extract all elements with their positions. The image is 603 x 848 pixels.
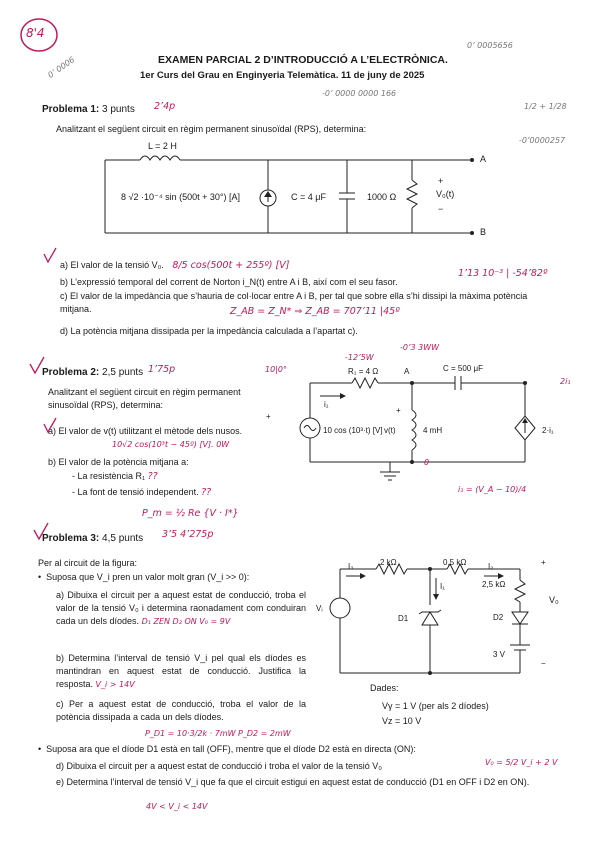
circuit2-inductor-label: 4 mH: [423, 426, 443, 435]
question-answer: D₁ ZEN D₂ ON V₀ = 9V: [141, 617, 231, 626]
question-label: a): [60, 260, 69, 270]
circuit3-d2-label: D2: [493, 613, 504, 622]
scribble-fraction: 1/2 + 1/28: [524, 102, 567, 111]
bullet-text: Suposa que V_i pren un valor molt gran (V_i >> 0):: [46, 572, 250, 582]
question-text: Dibuixa el circuit per a aquest estat de conducció, troba el valor de la tensió V₀ i determina raonadament com conduiran cada un dels díodes.: [56, 590, 306, 626]
question-text: L’expressió temporal del corrent de Norton i_N(t) entre A i B, així com el seu fasor.: [70, 277, 398, 287]
circuit1-node-a: A: [480, 154, 487, 164]
circuit2-note-dep: 2i₁: [560, 377, 571, 386]
exam-subtitle: 1er Curs del Grau en Enginyeria Telemàtica. 11 de juny de 2025: [140, 70, 425, 81]
problem1-answer-b: 1’13 10⁻³ | -54’82º: [458, 268, 548, 279]
problem3-answer-d: V₀ = 5/2 V_i + 2 V: [485, 758, 558, 767]
circuit3-i2-label: I₂: [488, 562, 494, 571]
problem3-data-line-2: Vz = 10 V: [382, 716, 422, 726]
bullet-text: La font de tensió independent.: [77, 487, 199, 497]
problem2-answer-a: 10√2 cos(10³t − 45º) [V]. 0W: [112, 440, 230, 449]
problem3-bullet2: • Suposa ara que el díode D1 està en tall (OFF), mentre que el díode D2 està en directa (ON):: [38, 744, 416, 754]
circuit2-source-label: 10 cos (10³·t) [V]: [323, 426, 383, 435]
question-label: e): [56, 777, 65, 787]
question-label: c): [60, 291, 68, 301]
problem2-points: 2,5 punts: [102, 367, 144, 378]
circuit2-voltage-label: v(t): [384, 426, 396, 435]
exam-title: EXAMEN PARCIAL 2 D’INTRODUCCIÓ A L’ELECTRÒNICA.: [158, 54, 448, 66]
question-text: El valor de la tensió V₀.: [70, 260, 164, 270]
circuit1-inductor-label: L = 2 H: [148, 141, 177, 151]
scribble-mid: -0’ 0000 0000 166: [322, 89, 397, 98]
question-label: b): [60, 277, 69, 287]
scribble-right: 0’ 0005656: [467, 41, 513, 50]
circuit1-plus: +: [438, 176, 444, 186]
circuit2-ground-note: 0: [424, 458, 430, 467]
problem2-formula: P_m = ½ Re {V · I*}: [142, 508, 239, 519]
circuit3-plus: +: [541, 558, 546, 567]
question-answer: 8/5 cos(500t + 255º) [V]: [172, 260, 290, 271]
problem3-data-line-1: Vγ = 1 V (per als 2 díodes): [382, 701, 489, 711]
circuit2-note-phasor: 10|0°: [265, 365, 287, 374]
problem2-bullet-1: - La resistència R₁ ??: [72, 471, 158, 482]
circuit3-minus: −: [541, 659, 546, 668]
problem2-score: 1’75p: [148, 364, 176, 375]
problem3-answer-c: P_D1 = 10·3/2k · 7mW P_D2 = 2mW: [145, 729, 291, 738]
question-text: Per a aquest estat de conducció, troba el valor de la potència dissipada a cada un dels díodes.: [56, 699, 306, 722]
circuit3-r2-label: 0,5 kΩ: [443, 558, 467, 567]
bullet-answer: ??: [147, 471, 158, 482]
circuit2-capacitor-label: C = 500 μF: [443, 364, 483, 373]
problem3-intro: Per al circuit de la figura:: [38, 558, 138, 568]
grade-value: 8'4: [26, 26, 45, 40]
question-label: b): [56, 653, 65, 663]
question-text: Dibuixa el circuit per a aquest estat de conducció i troba el valor de la tensió V₀: [66, 761, 382, 771]
circuit1-resistor-label: 1000 Ω: [367, 192, 397, 202]
circuit3-d1-label: D1: [398, 614, 409, 623]
circuit2-plus-left: +: [266, 412, 271, 421]
question-answer: V_i > 14V: [95, 680, 135, 689]
circuit2-current-label: i₁: [324, 400, 329, 409]
circuit2-note-power: -0’3 3WW: [400, 343, 440, 352]
circuit3-vi-label: Vᵢ: [316, 604, 323, 613]
question-label: d): [60, 326, 69, 336]
circuit2-plus: +: [396, 406, 401, 415]
scribble-left: 0’ 0006: [46, 55, 77, 80]
circuit3-i3-label: I₃: [348, 562, 354, 571]
circuit2-note-drop: -12’5W: [345, 353, 374, 362]
question-text: El valor de la impedància que s’hauria de col·locar entre A i B, per tal que sobre ella s’hi dissipi la màxima potència mitjana.: [60, 291, 528, 314]
problem3-data-title: Dades:: [370, 683, 399, 693]
question-text: La potència mitjana dissipada per la impedància calculada a l’apartat c).: [70, 326, 358, 336]
problem2-title: Problema 2:: [42, 367, 100, 378]
circuit3-i1-label: I₁: [440, 582, 445, 591]
circuit2-equation: i₁ = (V_A − 10)/4: [458, 485, 527, 494]
circuit2-dep-label: 2·i₁: [542, 426, 554, 435]
circuit1-node-b: B: [480, 227, 487, 237]
circuit1-capacitor-label: C = 4 μF: [291, 192, 326, 202]
problem3-points: 4,5 punts: [102, 533, 144, 544]
problem3-title: Problema 3:: [42, 533, 100, 544]
bullet-answer: ??: [201, 487, 212, 498]
circuit1-minus: −: [438, 204, 444, 214]
question-text: Determina l’interval de tensió V_i que fa que el circuit estigui en aquest estat de conducció (D1 en OFF i D2 en ON).: [66, 777, 530, 787]
circuit3-vo-label: V₀: [549, 595, 559, 605]
bullet-text: La resistència R₁: [77, 471, 146, 481]
problem2-score-note: 3’5 4’275p: [162, 529, 214, 540]
problem1-answer-c: Z_AB = Z_N* ⇒ Z_AB = 707’11 |45º: [230, 306, 400, 317]
problem1-score: 2’4p: [154, 101, 176, 112]
problem3-answer-e: 4V < V_i < 14V: [146, 802, 208, 811]
question-label: a): [48, 426, 57, 436]
problem2-bullet-2: - La font de tensió independent. ??: [72, 487, 212, 498]
problem1-intro: Analitzant el següent circuit en règim permanent sinusoïdal (RPS), determina:: [56, 124, 367, 134]
question-text: Determina l’interval de tensió V_i pel qual els díodes es mantindran en aquest estat de conducció. Justifica la resposta.: [56, 653, 306, 689]
question-text: El valor de la potència mitjana a:: [58, 457, 189, 467]
question-label: d): [56, 761, 65, 771]
circuit2-resistor-label: R₁ = 4 Ω: [348, 367, 379, 376]
circuit3-r3-label: 2,5 kΩ: [482, 580, 506, 589]
scribble-right2: -0’0000257: [519, 136, 566, 145]
circuit1-output-label: V₀(t): [436, 189, 455, 199]
question-label: a): [56, 590, 65, 600]
problem1-title: Problema 1:: [42, 104, 100, 115]
question-text: El valor de v(t) utilitzant el mètode dels nusos.: [58, 426, 243, 436]
problem1-points: 3 punts: [102, 104, 135, 115]
question-label: b): [48, 457, 57, 467]
problem2-intro: Analitzant el següent circuit en règim permanent sinusoïdal (RPS), determina:: [48, 387, 241, 410]
circuit3-battery-label: 3 V: [493, 650, 506, 659]
circuit2-node-a: A: [404, 367, 410, 376]
bullet-text: Suposa ara que el díode D1 està en tall (OFF), mentre que el díode D2 està en directa (ON):: [46, 744, 416, 754]
circuit3-r1-label: 2 kΩ: [380, 558, 397, 567]
problem3-bullet1: • Suposa que V_i pren un valor molt gran (V_i >> 0):: [38, 572, 250, 582]
circuit1-source-label: 8 √2 ·10⁻⁴ sin (500t + 30°) [A]: [121, 192, 240, 202]
question-label: c): [56, 699, 64, 709]
